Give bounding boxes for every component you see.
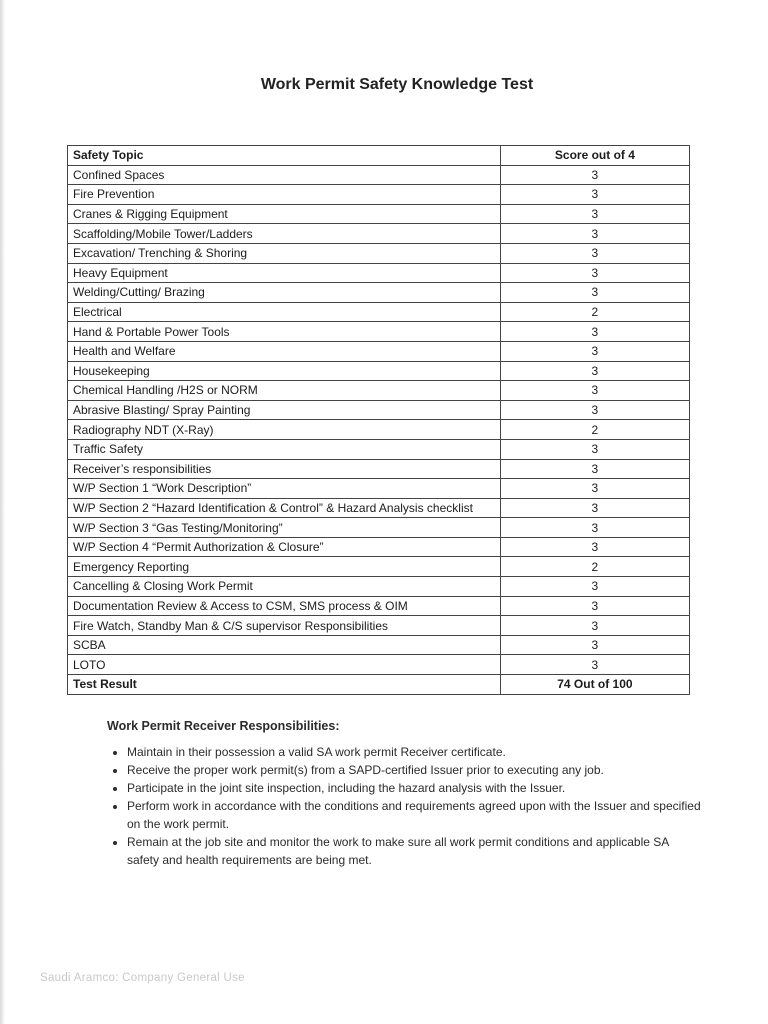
responsibilities-heading: Work Permit Receiver Responsibilities: <box>107 719 340 733</box>
safety-topic-cell: W/P Section 1 “Work Description” <box>68 479 501 499</box>
header-score: Score out of 4 <box>500 146 689 166</box>
classification-footer: Saudi Aramco: Company General Use <box>40 972 245 984</box>
table-row <box>68 283 690 303</box>
score-cell: 3 <box>500 616 689 636</box>
table-row <box>68 479 690 499</box>
test-result-value: 74 Out of 100 <box>500 675 689 695</box>
score-cell: 3 <box>500 537 689 557</box>
safety-topic-cell: Fire Prevention <box>68 185 501 205</box>
table-row <box>68 243 690 263</box>
score-cell: 2 <box>500 302 689 322</box>
safety-topic-cell: Fire Watch, Standby Man & C/S supervisor Responsibilities <box>68 616 501 636</box>
score-cell: 3 <box>500 439 689 459</box>
score-cell: 3 <box>500 224 689 244</box>
table-row <box>68 302 690 322</box>
list-item: • Maintain in their possession a valid SA work permit Receiver certificate. <box>127 743 702 761</box>
safety-topic-cell: LOTO <box>68 655 501 675</box>
table-row <box>68 185 690 205</box>
score-cell: 3 <box>500 341 689 361</box>
score-cell: 3 <box>500 655 689 675</box>
safety-topic-cell: Cancelling & Closing Work Permit <box>68 577 501 597</box>
safety-topic-cell: W/P Section 3 “Gas Testing/Monitoring” <box>68 518 501 538</box>
table-row <box>68 341 690 361</box>
score-cell: 2 <box>500 557 689 577</box>
safety-topic-cell: Chemical Handling /H2S or NORM <box>68 381 501 401</box>
table-row <box>68 263 690 283</box>
table-row <box>68 635 690 655</box>
test-result-row <box>68 675 690 695</box>
safety-topic-cell: Heavy Equipment <box>68 263 501 283</box>
score-cell: 3 <box>500 577 689 597</box>
safety-topic-cell: Abrasive Blasting/ Spray Painting <box>68 400 501 420</box>
safety-topic-cell: Excavation/ Trenching & Shoring <box>68 243 501 263</box>
table-row <box>68 596 690 616</box>
table-row <box>68 420 690 440</box>
safety-topic-cell: W/P Section 2 “Hazard Identification & Control” & Hazard Analysis checklist <box>68 498 501 518</box>
table-row <box>68 498 690 518</box>
list-item: • Participate in the joint site inspection, including the hazard analysis with the Issuer. <box>127 779 702 797</box>
score-cell: 3 <box>500 185 689 205</box>
score-cell: 3 <box>500 165 689 185</box>
score-cell: 3 <box>500 381 689 401</box>
table-row <box>68 655 690 675</box>
score-cell: 3 <box>500 518 689 538</box>
table-row <box>68 322 690 342</box>
table-row <box>68 381 690 401</box>
test-result-label: Test Result <box>68 675 501 695</box>
score-cell: 3 <box>500 322 689 342</box>
header-safety-topic: Safety Topic <box>68 146 501 166</box>
safety-topic-cell: Hand & Portable Power Tools <box>68 322 501 342</box>
score-cell: 3 <box>500 498 689 518</box>
score-cell: 3 <box>500 263 689 283</box>
table-row <box>68 204 690 224</box>
table-row <box>68 439 690 459</box>
scan-edge-shadow <box>0 0 5 1024</box>
responsibilities-list <box>107 743 702 869</box>
scores-table <box>67 145 690 695</box>
score-cell: 3 <box>500 400 689 420</box>
list-item: • Receive the proper work permit(s) from a SAPD-certified Issuer prior to executing any job. <box>127 761 702 779</box>
score-cell: 3 <box>500 361 689 381</box>
list-item: • Remain at the job site and monitor the work to make sure all work permit conditions and applicable SA safety and health requirements are being met. <box>127 833 702 869</box>
safety-topic-cell: Traffic Safety <box>68 439 501 459</box>
score-cell: 2 <box>500 420 689 440</box>
score-cell: 3 <box>500 243 689 263</box>
safety-topic-cell: Welding/Cutting/ Brazing <box>68 283 501 303</box>
safety-topic-cell: W/P Section 4 “Permit Authorization & Closure” <box>68 537 501 557</box>
safety-topic-cell: Scaffolding/Mobile Tower/Ladders <box>68 224 501 244</box>
safety-topic-cell: Confined Spaces <box>68 165 501 185</box>
safety-topic-cell: Radiography NDT (X-Ray) <box>68 420 501 440</box>
table-row <box>68 537 690 557</box>
list-item: • Perform work in accordance with the conditions and requirements agreed upon with the Issuer and specified on the work permit. <box>127 797 702 833</box>
score-cell: 3 <box>500 204 689 224</box>
score-cell: 3 <box>500 635 689 655</box>
table-row <box>68 459 690 479</box>
safety-topic-cell: SCBA <box>68 635 501 655</box>
score-cell: 3 <box>500 283 689 303</box>
safety-topic-cell: Receiver’s responsibilities <box>68 459 501 479</box>
table-row <box>68 577 690 597</box>
table-row <box>68 518 690 538</box>
safety-topic-cell: Cranes & Rigging Equipment <box>68 204 501 224</box>
score-cell: 3 <box>500 596 689 616</box>
table-header-row <box>68 146 690 166</box>
safety-topic-cell: Documentation Review & Access to CSM, SMS process & OIM <box>68 596 501 616</box>
safety-topic-cell: Emergency Reporting <box>68 557 501 577</box>
table-row <box>68 224 690 244</box>
page-title: Work Permit Safety Knowledge Test <box>260 76 534 93</box>
table-row <box>68 400 690 420</box>
safety-topic-cell: Housekeeping <box>68 361 501 381</box>
table-row <box>68 361 690 381</box>
table-row <box>68 616 690 636</box>
safety-topic-cell: Electrical <box>68 302 501 322</box>
table-row <box>68 557 690 577</box>
score-cell: 3 <box>500 459 689 479</box>
score-cell: 3 <box>500 479 689 499</box>
table-row <box>68 165 690 185</box>
safety-topic-cell: Health and Welfare <box>68 341 501 361</box>
